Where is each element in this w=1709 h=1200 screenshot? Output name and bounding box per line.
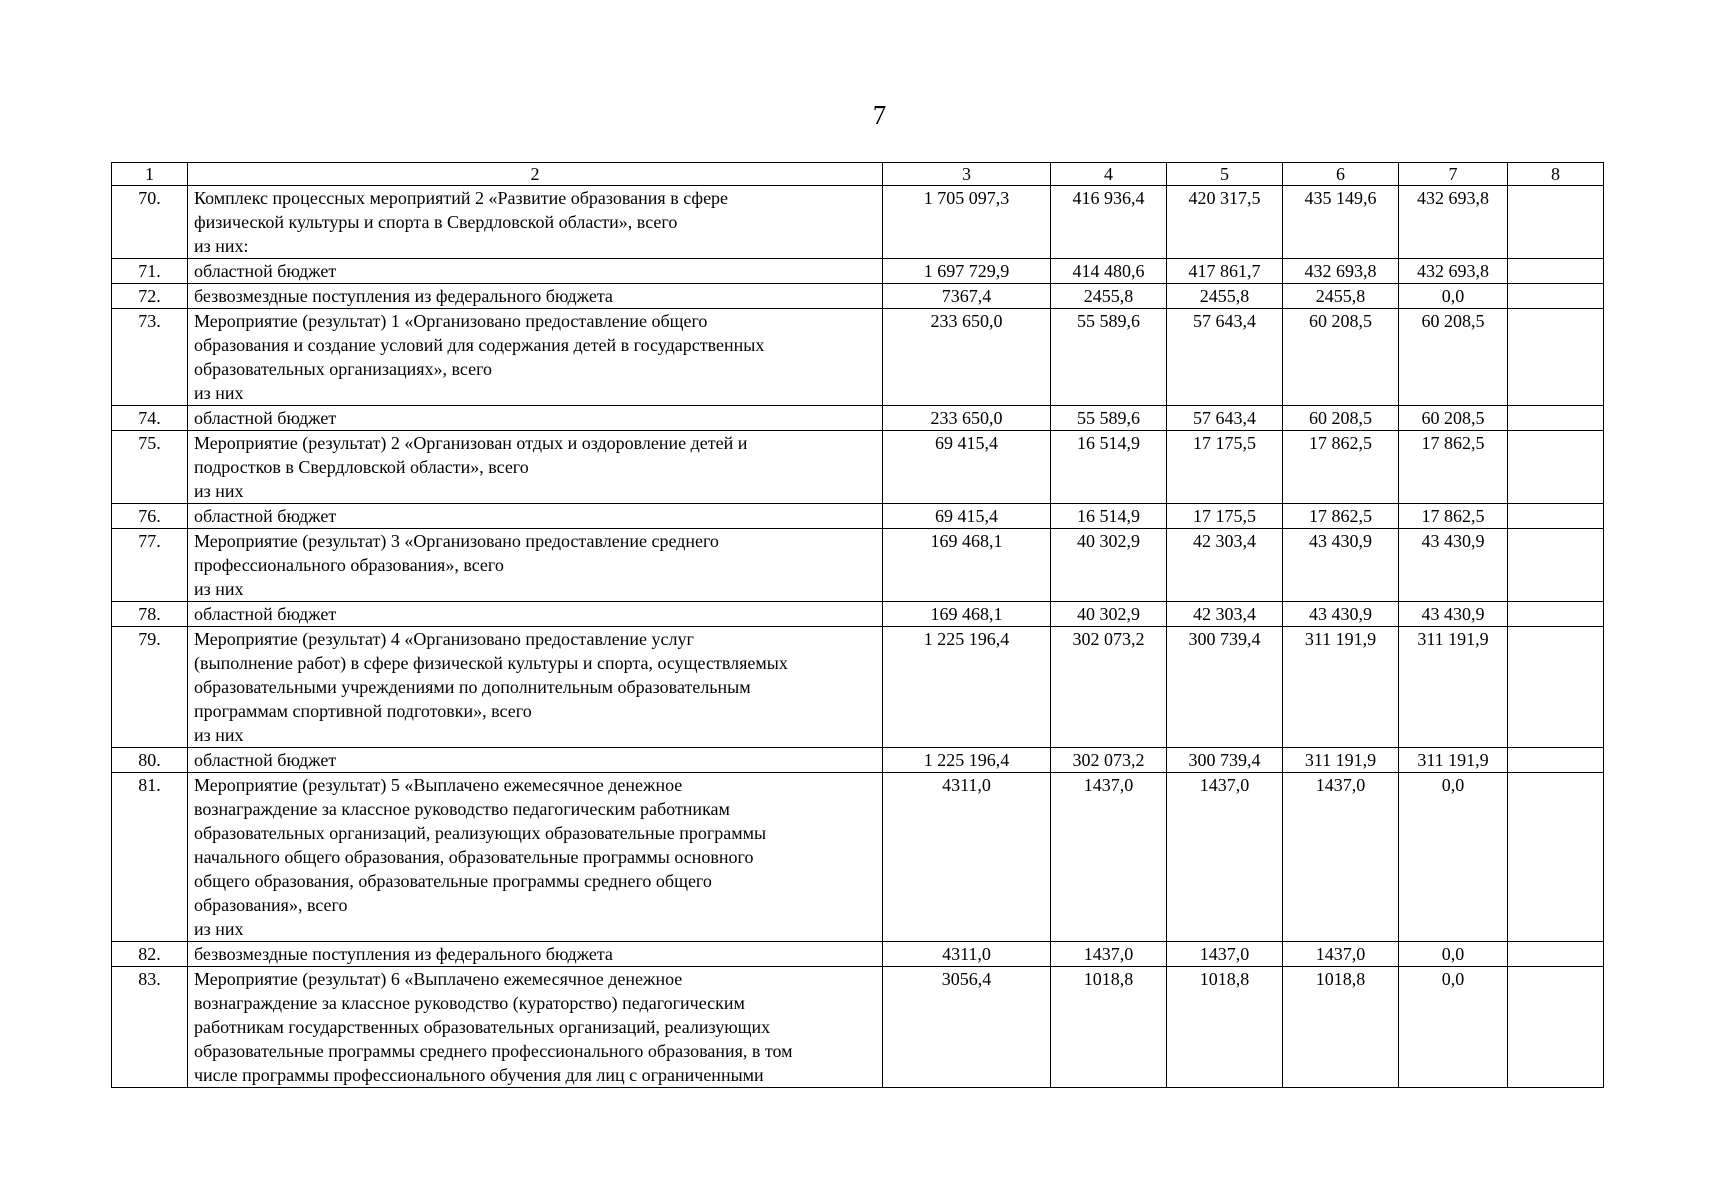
- row-value-col-5: 1437,0: [1167, 773, 1283, 942]
- description-line: физической культуры и спорта в Свердловской области», всего: [194, 212, 678, 232]
- description-line: из них: [194, 481, 244, 501]
- row-value-col-6: 17 862,5: [1283, 431, 1399, 504]
- row-value-col-3: 233 650,0: [883, 406, 1051, 431]
- row-value-col-3: 169 468,1: [883, 529, 1051, 602]
- row-value-col-4: 302 073,2: [1051, 748, 1167, 773]
- row-value-col-8: [1508, 967, 1604, 1088]
- description-line: общего образования, образовательные программы среднего общего: [194, 871, 712, 891]
- row-number: 81.: [112, 773, 188, 942]
- row-value-col-3: 4311,0: [883, 942, 1051, 967]
- row-value-col-8: [1508, 748, 1604, 773]
- row-value-col-4: 16 514,9: [1051, 504, 1167, 529]
- row-value-col-4: 414 480,6: [1051, 259, 1167, 284]
- row-value-col-3: 7367,4: [883, 284, 1051, 309]
- table-row: [112, 748, 1604, 773]
- description-line: Мероприятие (результат) 1 «Организовано предоставление общего: [194, 311, 708, 331]
- table-row: [112, 627, 1604, 748]
- column-header: 7: [1399, 163, 1508, 186]
- description-line: Мероприятие (результат) 5 «Выплачено ежемесячное денежное: [194, 775, 683, 795]
- row-value-col-7: 0,0: [1399, 284, 1508, 309]
- column-header: 5: [1167, 163, 1283, 186]
- description-line: из них: [194, 919, 244, 939]
- row-value-col-3: 3056,4: [883, 967, 1051, 1088]
- row-value-col-6: 43 430,9: [1283, 602, 1399, 627]
- description-line: из них: [194, 579, 244, 599]
- row-description: [188, 967, 883, 1088]
- row-number: 70.: [112, 186, 188, 259]
- row-value-col-5: 1018,8: [1167, 967, 1283, 1088]
- description-line: работникам государственных образовательных организаций, реализующих: [194, 1017, 771, 1037]
- row-value-col-6: 311 191,9: [1283, 748, 1399, 773]
- row-value-col-5: 420 317,5: [1167, 186, 1283, 259]
- column-header: 1: [112, 163, 188, 186]
- page-number: 7: [872, 100, 887, 130]
- row-value-col-3: 69 415,4: [883, 504, 1051, 529]
- row-value-col-6: 2455,8: [1283, 284, 1399, 309]
- row-value-col-6: 432 693,8: [1283, 259, 1399, 284]
- description-line: образовательных организациях», всего: [194, 359, 493, 379]
- row-value-col-8: [1508, 259, 1604, 284]
- table-row: [112, 431, 1604, 504]
- table-row: [112, 942, 1604, 967]
- row-number: 82.: [112, 942, 188, 967]
- row-value-col-5: 1437,0: [1167, 942, 1283, 967]
- description-line: безвозмездные поступления из федерального бюджета: [194, 944, 613, 964]
- row-value-col-7: 60 208,5: [1399, 406, 1508, 431]
- row-value-col-8: [1508, 504, 1604, 529]
- row-value-col-8: [1508, 529, 1604, 602]
- description-line: программам спортивной подготовки», всего: [194, 701, 532, 721]
- row-number: 73.: [112, 309, 188, 406]
- description-line: областной бюджет: [194, 408, 337, 428]
- column-header: 3: [883, 163, 1051, 186]
- row-value-col-3: 69 415,4: [883, 431, 1051, 504]
- row-value-col-6: 435 149,6: [1283, 186, 1399, 259]
- table-row: [112, 259, 1604, 284]
- description-line: образования», всего: [194, 895, 348, 915]
- description-line: начального общего образования, образовательные программы основного: [194, 847, 754, 867]
- table-row: [112, 773, 1604, 942]
- row-description: [188, 259, 883, 284]
- row-value-col-5: 2455,8: [1167, 284, 1283, 309]
- description-line: вознаграждение за классное руководство педагогическим работникам: [194, 799, 730, 819]
- row-number: 80.: [112, 748, 188, 773]
- row-value-col-4: 40 302,9: [1051, 529, 1167, 602]
- row-description: [188, 627, 883, 748]
- table-row: [112, 504, 1604, 529]
- row-value-col-5: 57 643,4: [1167, 309, 1283, 406]
- table-row: [112, 529, 1604, 602]
- description-line: Комплекс процессных мероприятий 2 «Развитие образования в сфере: [194, 188, 729, 208]
- description-line: образовательными учреждениями по дополнительным образовательным: [194, 677, 751, 697]
- row-description: [188, 504, 883, 529]
- row-value-col-8: [1508, 284, 1604, 309]
- row-number: 76.: [112, 504, 188, 529]
- row-value-col-5: 417 861,7: [1167, 259, 1283, 284]
- row-number: 78.: [112, 602, 188, 627]
- table-row: [112, 284, 1604, 309]
- row-description: [188, 431, 883, 504]
- description-line: из них: [194, 725, 244, 745]
- row-value-col-4: 416 936,4: [1051, 186, 1167, 259]
- row-value-col-7: 0,0: [1399, 942, 1508, 967]
- description-line: образования и создание условий для содержания детей в государственных: [194, 335, 765, 355]
- row-value-col-3: 1 705 097,3: [883, 186, 1051, 259]
- row-description: [188, 406, 883, 431]
- row-value-col-5: 17 175,5: [1167, 431, 1283, 504]
- row-value-col-7: 17 862,5: [1399, 431, 1508, 504]
- row-value-col-8: [1508, 406, 1604, 431]
- row-value-col-7: 432 693,8: [1399, 259, 1508, 284]
- row-description: [188, 942, 883, 967]
- description-line: подростков в Свердловской области», всего: [194, 457, 529, 477]
- header-row: [112, 163, 1604, 186]
- table-body: [112, 186, 1604, 1088]
- table-row: [112, 186, 1604, 259]
- row-value-col-8: [1508, 942, 1604, 967]
- row-value-col-6: 1437,0: [1283, 773, 1399, 942]
- column-header: 8: [1508, 163, 1604, 186]
- description-line: образовательные программы среднего профессионального образования, в том: [194, 1041, 793, 1061]
- description-line: областной бюджет: [194, 750, 337, 770]
- row-value-col-4: 16 514,9: [1051, 431, 1167, 504]
- description-line: из них: [194, 383, 244, 403]
- description-line: (выполнение работ) в сфере физической культуры и спорта, осуществляемых: [194, 653, 788, 673]
- description-line: вознаграждение за классное руководство (кураторство) педагогическим: [194, 993, 745, 1013]
- row-number: 74.: [112, 406, 188, 431]
- row-value-col-3: 169 468,1: [883, 602, 1051, 627]
- row-value-col-8: [1508, 602, 1604, 627]
- table-row: [112, 602, 1604, 627]
- row-value-col-5: 57 643,4: [1167, 406, 1283, 431]
- row-description: [188, 186, 883, 259]
- column-header: 4: [1051, 163, 1167, 186]
- row-value-col-4: 1018,8: [1051, 967, 1167, 1088]
- description-line: Мероприятие (результат) 6 «Выплачено ежемесячное денежное: [194, 969, 683, 989]
- description-line: областной бюджет: [194, 261, 337, 281]
- row-number: 83.: [112, 967, 188, 1088]
- description-line: Мероприятие (результат) 2 «Организован отдых и оздоровление детей и: [194, 433, 748, 453]
- row-value-col-4: 1437,0: [1051, 942, 1167, 967]
- row-value-col-4: 302 073,2: [1051, 627, 1167, 748]
- row-number: 72.: [112, 284, 188, 309]
- row-value-col-3: 4311,0: [883, 773, 1051, 942]
- row-value-col-3: 233 650,0: [883, 309, 1051, 406]
- description-line: Мероприятие (результат) 3 «Организовано предоставление среднего: [194, 531, 719, 551]
- row-value-col-5: 42 303,4: [1167, 529, 1283, 602]
- row-value-col-6: 17 862,5: [1283, 504, 1399, 529]
- row-value-col-5: 300 739,4: [1167, 748, 1283, 773]
- row-description: [188, 309, 883, 406]
- row-value-col-8: [1508, 627, 1604, 748]
- row-value-col-7: 432 693,8: [1399, 186, 1508, 259]
- description-line: Мероприятие (результат) 4 «Организовано предоставление услуг: [194, 629, 694, 649]
- description-line: образовательных организаций, реализующих образовательные программы: [194, 823, 767, 843]
- row-description: [188, 773, 883, 942]
- row-description: [188, 602, 883, 627]
- row-value-col-6: 1018,8: [1283, 967, 1399, 1088]
- description-line: безвозмездные поступления из федерального бюджета: [194, 286, 613, 306]
- row-value-col-8: [1508, 186, 1604, 259]
- row-value-col-4: 2455,8: [1051, 284, 1167, 309]
- description-line: областной бюджет: [194, 604, 337, 624]
- row-value-col-5: 42 303,4: [1167, 602, 1283, 627]
- table-row: [112, 309, 1604, 406]
- column-header: 6: [1283, 163, 1399, 186]
- row-value-col-6: 43 430,9: [1283, 529, 1399, 602]
- row-value-col-7: 43 430,9: [1399, 529, 1508, 602]
- row-value-col-4: 55 589,6: [1051, 406, 1167, 431]
- row-value-col-7: 17 862,5: [1399, 504, 1508, 529]
- row-value-col-8: [1508, 309, 1604, 406]
- row-value-col-7: 0,0: [1399, 773, 1508, 942]
- row-value-col-7: 43 430,9: [1399, 602, 1508, 627]
- table-row: [112, 967, 1604, 1088]
- row-value-col-6: 60 208,5: [1283, 309, 1399, 406]
- row-value-col-8: [1508, 431, 1604, 504]
- row-value-col-4: 1437,0: [1051, 773, 1167, 942]
- description-line: числе программы профессионального обучения для лиц с ограниченными: [194, 1065, 764, 1085]
- description-line: областной бюджет: [194, 506, 337, 526]
- row-description: [188, 748, 883, 773]
- row-number: 79.: [112, 627, 188, 748]
- row-value-col-5: 300 739,4: [1167, 627, 1283, 748]
- row-value-col-7: 311 191,9: [1399, 627, 1508, 748]
- row-value-col-4: 40 302,9: [1051, 602, 1167, 627]
- row-value-col-3: 1 225 196,4: [883, 627, 1051, 748]
- row-description: [188, 529, 883, 602]
- table-row: [112, 406, 1604, 431]
- row-number: 71.: [112, 259, 188, 284]
- row-number: 77.: [112, 529, 188, 602]
- description-line: профессионального образования», всего: [194, 555, 504, 575]
- row-description: [188, 284, 883, 309]
- row-value-col-7: 311 191,9: [1399, 748, 1508, 773]
- row-value-col-6: 60 208,5: [1283, 406, 1399, 431]
- row-value-col-7: 60 208,5: [1399, 309, 1508, 406]
- budget-table: [111, 162, 1604, 1088]
- row-value-col-5: 17 175,5: [1167, 504, 1283, 529]
- row-value-col-6: 311 191,9: [1283, 627, 1399, 748]
- row-value-col-3: 1 225 196,4: [883, 748, 1051, 773]
- row-number: 75.: [112, 431, 188, 504]
- description-line: из них:: [194, 236, 249, 256]
- row-value-col-8: [1508, 773, 1604, 942]
- row-value-col-4: 55 589,6: [1051, 309, 1167, 406]
- column-header: 2: [188, 163, 883, 186]
- row-value-col-7: 0,0: [1399, 967, 1508, 1088]
- row-value-col-3: 1 697 729,9: [883, 259, 1051, 284]
- row-value-col-6: 1437,0: [1283, 942, 1399, 967]
